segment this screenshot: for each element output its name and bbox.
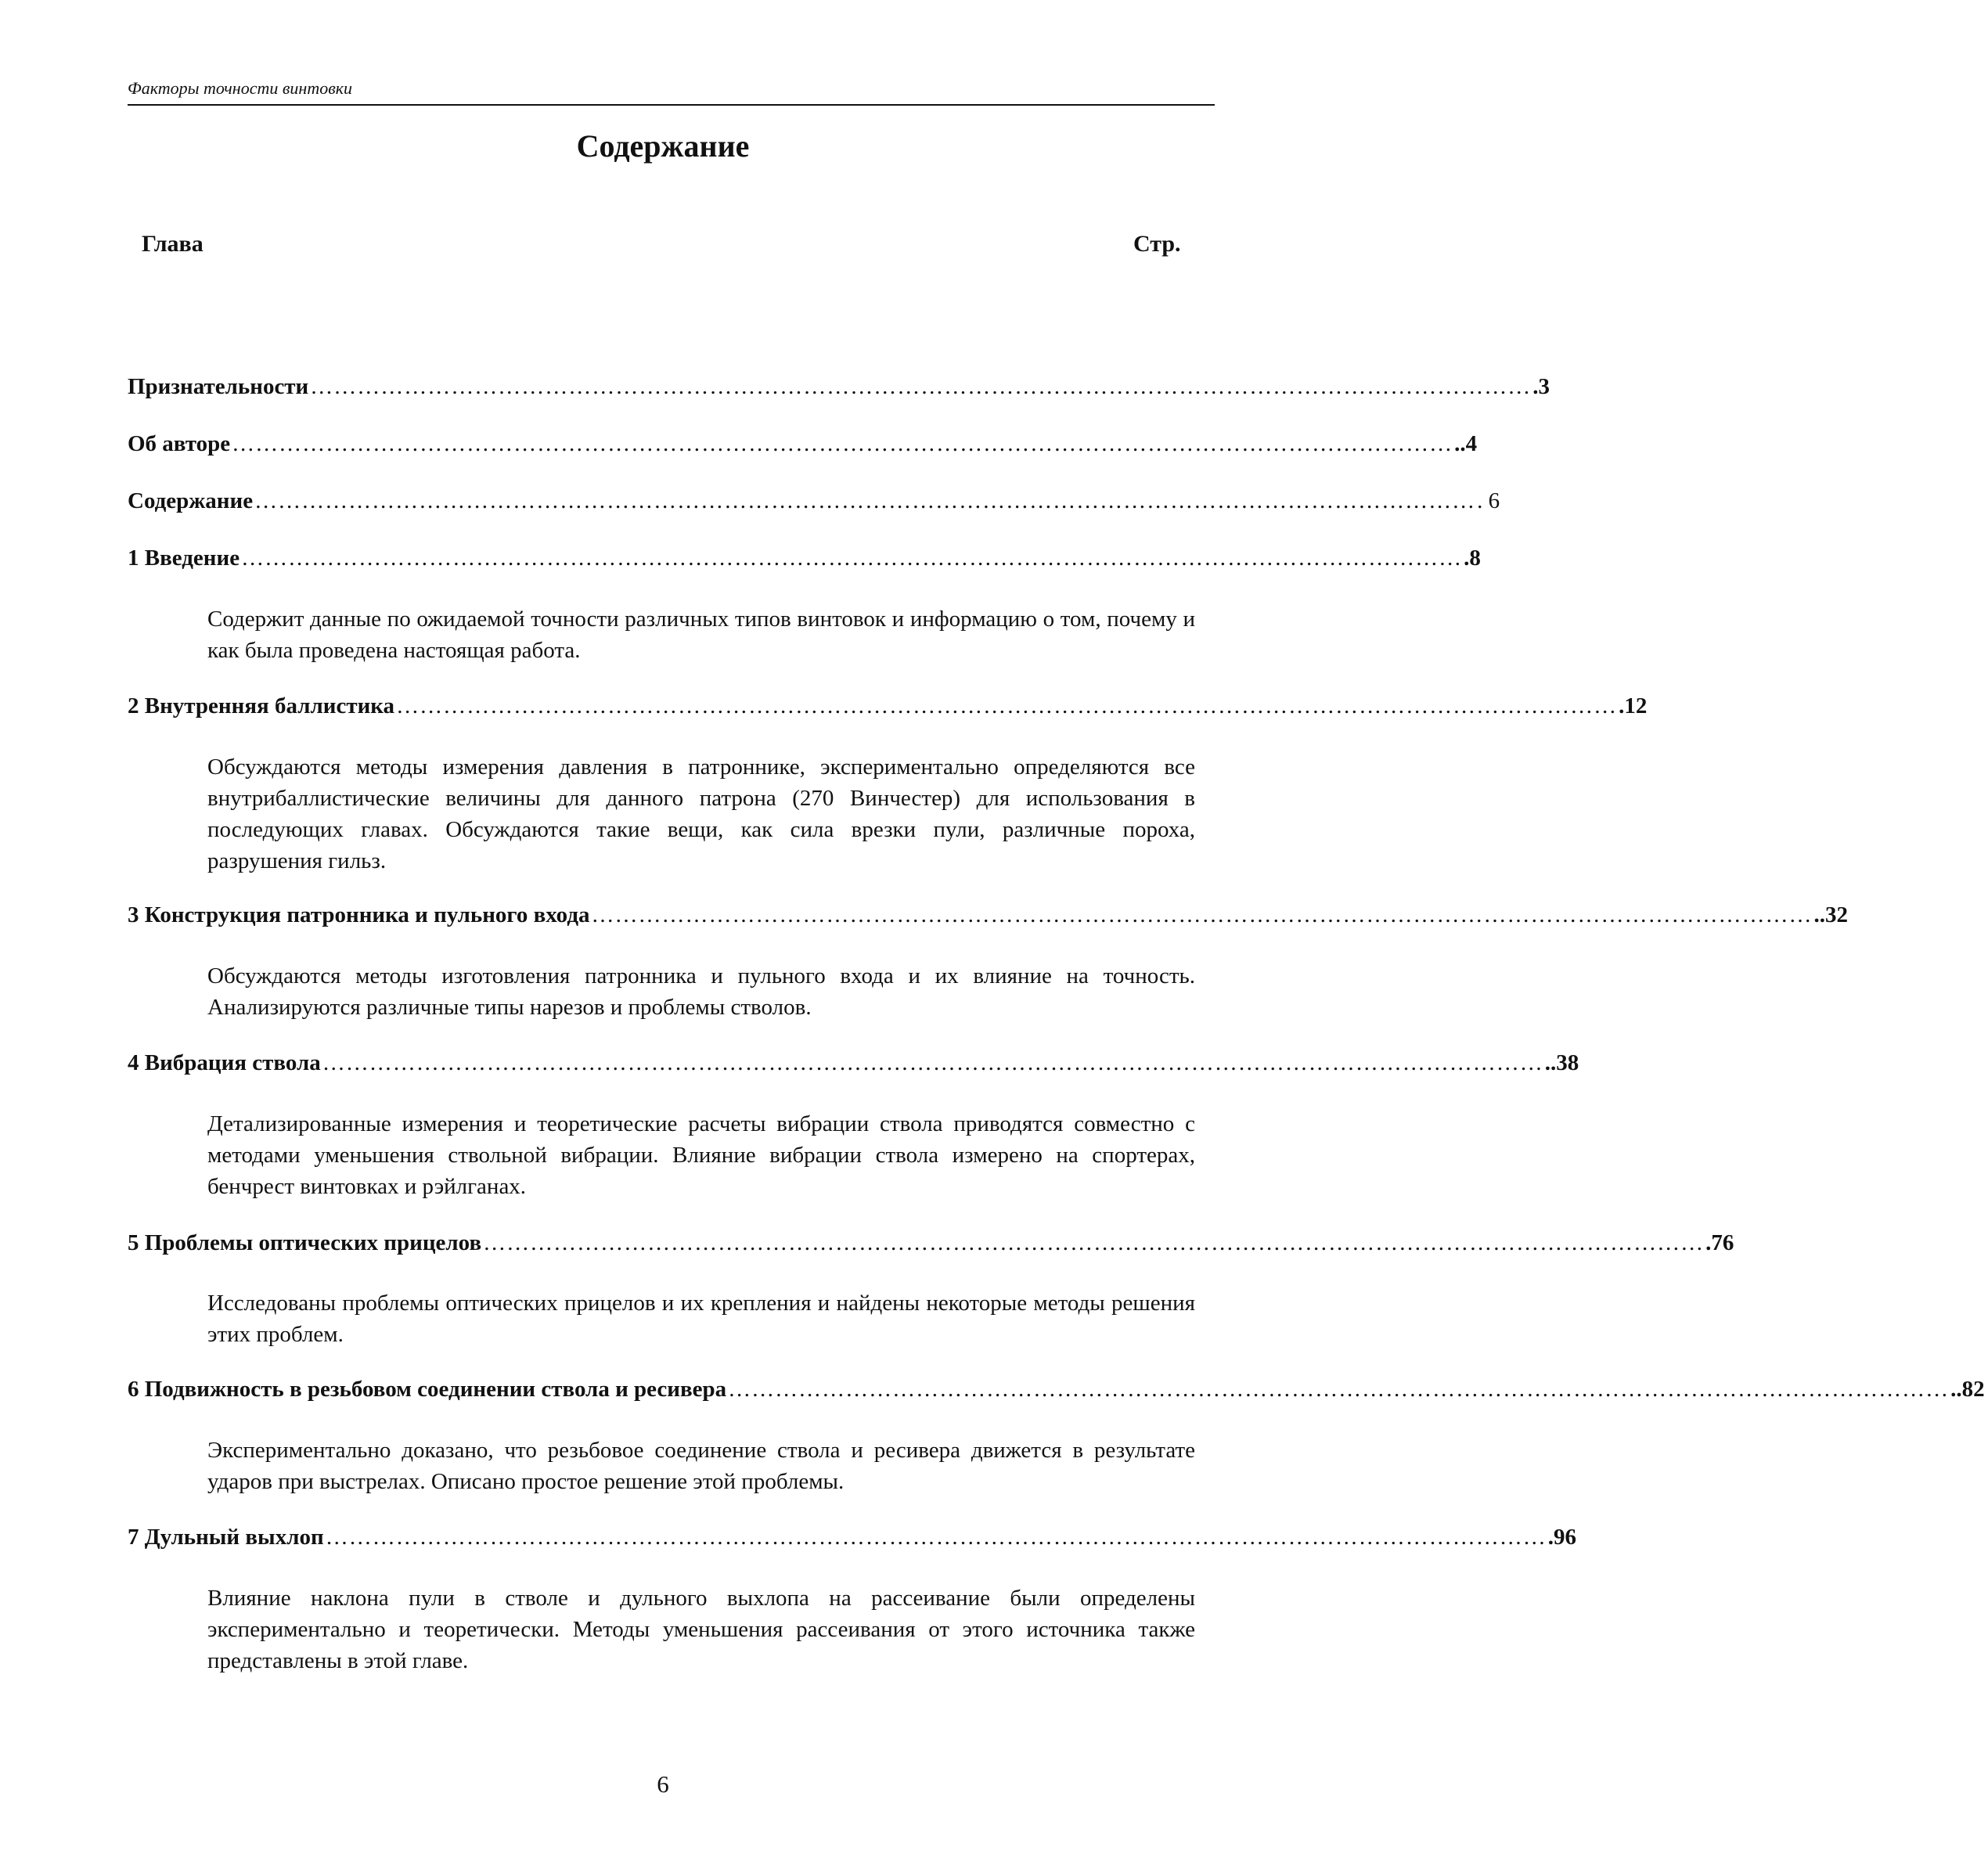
toc-entry-label: 6 Подвижность в резьбовом соединении ствола и ресивера — [128, 1377, 727, 1402]
leader-dots: ………………………………………………………………………………………………………………………………………… — [325, 1525, 1547, 1550]
toc-entry-description: Исследованы проблемы оптических прицелов и их крепления и найдены некоторые методы решения этих проблем. — [207, 1291, 1195, 1347]
toc-entry-page: ..38 — [1544, 1050, 1579, 1075]
column-heading-page: Стр. — [1133, 231, 1181, 257]
leader-dots: ………………………………………………………………………………………………………………………………………… — [232, 431, 1453, 456]
toc-entry-description: Обсуждаются методы измерения давления в патроннике, экспериментально определяются все внутрибаллистические величины для данного патрона (270 Винчестер) для использования в последующих главах. Обсуждаются такие вещи, как сила врезки пули, различные пороха, разрушения гильз. — [207, 754, 1195, 873]
toc-entry-chapter-3[interactable] — [128, 902, 1849, 934]
toc-entry-label: Содержание — [128, 488, 254, 513]
running-header: Факторы точности винтовки — [128, 78, 353, 98]
toc-entry-page: ..4 — [1454, 431, 1478, 456]
toc-entry-chapter-4[interactable] — [128, 1050, 1579, 1082]
toc-entry-label: 2 Внутренняя баллистика — [128, 693, 395, 718]
toc-entry-label: 1 Введение — [128, 546, 240, 571]
leader-dots: ………………………………………………………………………………………………………………………………………… — [591, 902, 1813, 927]
column-heading-chapter: Глава — [142, 231, 203, 257]
toc-entry-label: 5 Проблемы оптических прицелов — [128, 1230, 482, 1255]
toc-entry-description: Обсуждаются методы изготовления патронника и пульного входа и их влияние на точность. Анализируются различные типы нарезов и проблемы стволов. — [207, 963, 1195, 1020]
toc-entry-page: .3 — [1532, 374, 1550, 399]
toc-entry-description: Содержит данные по ожидаемой точности различных типов винтовок и информацию о том, почему и как была проведена настоящая работа. — [207, 607, 1195, 663]
toc-entry-description: Экспериментально доказано, что резьбовое соединение ствола и ресивера движется в результате ударов при выстрелах. Описано простое решение этой проблемы. — [207, 1438, 1195, 1494]
leader-dots: ………………………………………………………………………………………………………………………………………… — [483, 1230, 1705, 1255]
leader-dots: ………………………………………………………………………………………………………………………………………… — [396, 693, 1618, 718]
toc-entry-page: .76 — [1705, 1230, 1734, 1255]
toc-entry-about-author[interactable] — [128, 431, 1478, 463]
toc-entry-label: Признательности — [128, 374, 309, 399]
toc-entry-page: . 6 — [1477, 488, 1500, 513]
toc-entry-label: Об авторе — [128, 431, 231, 456]
toc-entry-page: .96 — [1547, 1525, 1576, 1550]
leader-dots: ………………………………………………………………………………………………………………………………………… — [728, 1377, 1950, 1402]
header-rule — [128, 104, 1215, 106]
toc-entry-acknowledgements[interactable] — [128, 374, 1550, 405]
leader-dots: ………………………………………………………………………………………………………………………………………… — [310, 374, 1532, 399]
toc-entry-chapter-6[interactable] — [128, 1377, 1985, 1408]
toc-entry-description: Влияние наклона пули в стволе и дульного выхлопа на рассеивание были определены экспериментально и теоретически. Методы уменьшения рассеивания от этого источника также представлены в этой главе. — [207, 1586, 1195, 1673]
toc-entry-label: 4 Вибрация ствола — [128, 1050, 321, 1075]
leader-dots: ………………………………………………………………………………………………………………………………………… — [322, 1050, 1543, 1075]
page-title: Содержание — [576, 128, 750, 164]
toc-entry-page: .12 — [1619, 693, 1648, 718]
leader-dots: ………………………………………………………………………………………………………………………………………… — [254, 488, 1476, 513]
toc-entry-chapter-1[interactable] — [128, 546, 1481, 577]
leader-dots: ………………………………………………………………………………………………………………………………………… — [241, 546, 1463, 571]
toc-entry-description: Детализированные измерения и теоретические расчеты вибрации ствола приводятся совместно с методами уменьшения ствольной вибрации. Влияние вибрации ствола измерено на спортерах, бенчрест винтовках и рэйлганах. — [207, 1111, 1195, 1199]
toc-entry-label: 3 Конструкция патронника и пульного входа — [128, 902, 590, 927]
toc-entry-page: ..82 — [1950, 1377, 1985, 1402]
toc-entry-chapter-5[interactable] — [128, 1230, 1734, 1262]
toc-entry-chapter-7[interactable] — [128, 1525, 1576, 1556]
page-number: 6 — [657, 1770, 669, 1798]
toc-entry-chapter-2[interactable] — [128, 693, 1648, 725]
toc-entry-label: 7 Дульный выхлоп — [128, 1525, 324, 1550]
toc-entry-page: ..32 — [1813, 902, 1849, 927]
toc-entry-contents[interactable] — [128, 488, 1500, 520]
toc-entry-page: .8 — [1464, 546, 1481, 571]
